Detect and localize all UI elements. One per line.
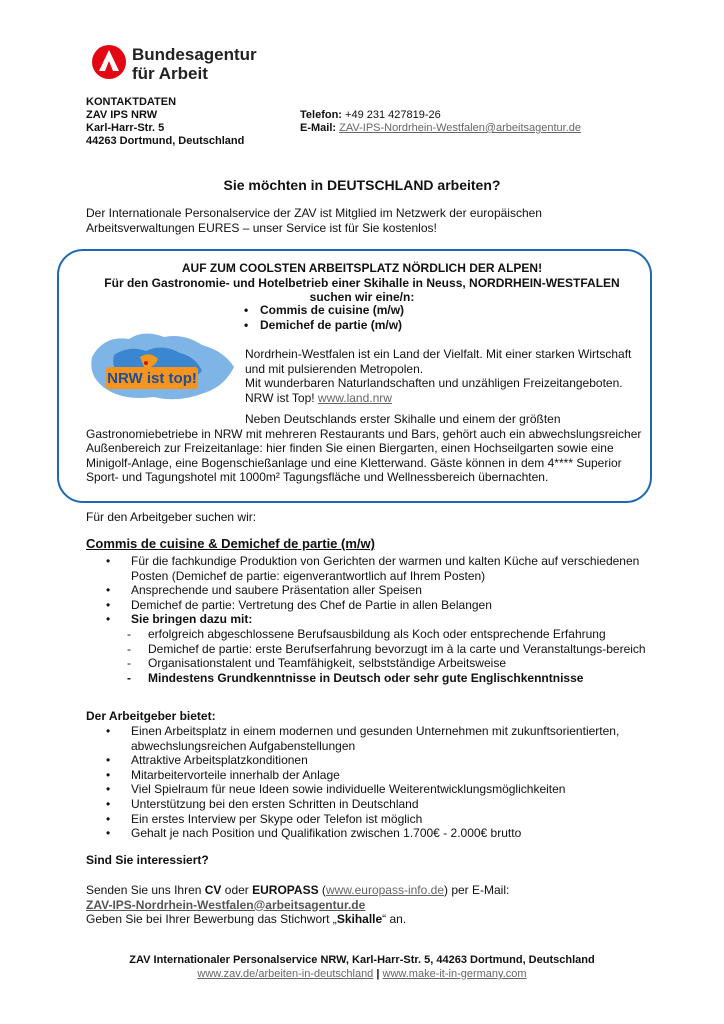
nrw-desc-line-3: NRW ist Top! (245, 390, 315, 405)
footer-link-make-it[interactable]: www.make-it-in-germany.com (382, 968, 527, 980)
duty-item: • Ansprechende und saubere Präsentation aller Speisen (86, 583, 646, 598)
requirements-item (86, 612, 646, 685)
contact-email-link[interactable]: ZAV-IPS-Nordrhein-Westfalen@arbeitsagentur.de (339, 122, 582, 134)
nrw-map-image (84, 327, 239, 405)
footer-link-zav[interactable]: www.zav.de/arbeiten-in-deutschland (197, 968, 374, 980)
apply-cv: CV (204, 883, 222, 897)
logo-line-2: für Arbeit (132, 64, 208, 83)
nrw-desc-line-2: Mit wunderbaren Naturlandschaften und unzähligen Freizeitangeboten. (245, 376, 623, 391)
contact-org: ZAV IPS NRW (86, 109, 158, 121)
job-title: Commis de cuisine & Demichef de partie (m/w) (86, 536, 375, 551)
offer-item: • Attraktive Arbeitsplatzkonditionen (86, 753, 646, 768)
phone-number: +49 231 427819-26 (345, 109, 441, 121)
footer-separator: | (373, 968, 383, 980)
contact-block (86, 96, 244, 148)
nrw-desc-line-1: Nordrhein-Westfalen ist ein Land der Vielfalt. Mit einer starken Wirtschaft und mit pulsierenden Metropolen. (245, 347, 632, 376)
contact-city: 44263 Dortmund, Deutschland (86, 135, 245, 147)
position-item: • Commis de cuisine (m/w) (232, 303, 404, 318)
footer-address: ZAV Internationaler Personalservice NRW, Karl-Harr-Str. 5, 44263 Dortmund, Deutschland (129, 954, 595, 966)
offer-item: • Unterstützung bei den ersten Schritten in Deutschland (86, 797, 646, 812)
offer-item: • Mitarbeitervorteile innerhalb der Anlage (86, 768, 646, 783)
apply-paren-open: ( (318, 883, 326, 897)
highlight-heading (88, 261, 636, 305)
keyword: Skihalle (336, 912, 383, 927)
highlight-line-1: AUF ZUM COOLSTEN ARBEITSPLATZ NÖRDLICH DER ALPEN! (181, 261, 543, 275)
requirements-list (131, 627, 646, 685)
apply-paren-close: ) per E-Mail: (444, 883, 510, 897)
page-headline: Sie möchten in DEUTSCHLAND arbeiten? (223, 177, 501, 193)
agency-logo (92, 44, 262, 84)
interest-heading: Sind Sie interessiert? (86, 853, 209, 867)
requirement-item: - Demichef de partie: erste Berufserfahrung bevorzugt im à la carte und Veranstaltungs-bereich (127, 642, 646, 657)
offer-item: • Viel Spielraum für neue Ideen sowie individuelle Weiterentwicklungsmöglichkeiten (86, 782, 646, 797)
requirement-item: - erfolgreich abgeschlossene Berufsausbildung als Koch oder entsprechende Erfahrung (127, 627, 646, 642)
requirement-item: - Organisationstalent und Teamfähigkeit, selbstständige Arbeitsweise (127, 656, 646, 671)
duty-item: • Für die fachkundige Produktion von Gerichten der warmen und kalten Küche auf verschiedenen Posten (Demichef de partie: eigenverantwortlich auf Ihrem Posten) (86, 554, 646, 583)
keyword-text-end: “ an. (382, 912, 407, 927)
employer-intro: Für den Arbeitgeber suchen wir: (86, 510, 257, 524)
offer-item: • Einen Arbeitsplatz in einem modernen und gesunden Unternehmen mit zukunftsorientierten, abwechslungsreichen Aufgabenstellungen (86, 724, 646, 753)
duties-list (86, 554, 646, 685)
highlight-line-3: suchen wir eine/n: (309, 290, 415, 305)
logo-line-1: Bundesagentur (132, 45, 257, 64)
apply-text: Senden Sie uns Ihren (86, 883, 205, 897)
contact-details (300, 109, 581, 135)
highlight-line-2: Für den Gastronomie- und Hotelbetrieb einer Skihalle in Neuss, NORDRHEIN-WESTFALEN (104, 275, 620, 290)
intro-text: Der Internationale Personalservice der ZAV ist Mitglied im Netzwerk der europäischen Arbeitsverwaltungen EURES – unser Service ist für Sie kostenlos! (86, 206, 542, 235)
requirement-item: - Mindestens Grundkenntnisse in Deutsch oder sehr gute Englischkenntnisse (127, 671, 646, 686)
agency-logo-mark-icon (92, 44, 126, 80)
apply-or: oder (221, 883, 253, 897)
requirements-title: Sie bringen dazu mit: (131, 612, 253, 627)
nrw-description (245, 347, 645, 405)
land-nrw-link[interactable]: www.land.nrw (317, 390, 392, 405)
position-list (232, 303, 404, 332)
offer-item: • Gehalt je nach Position und Qualifikation zwischen 1.700€ - 2.000€ brutto (86, 826, 646, 841)
venue-description: Neben Deutschlands erster Skihalle und einem der größten Gastronomiebetriebe in NRW mit mehreren Restaurants und Bars, gehört auch ein abwechslungsreicher Außenbereich zur Freizeitanlage: hier finden Sie einen Biergarten, einen Hochseilgarten sowie eine Minigolf-Anlage, eine Bogenschießanlage und eine Kletterwand. Gäste können in dem 4**** Superior Sport- und Tagungshotel mit 1000m² Tagungsfläche und Wellnessbereich übernachten. (86, 412, 642, 485)
apply-europass: EUROPASS (252, 883, 319, 897)
email-label: E-Mail: (300, 122, 337, 134)
position-item: • Demichef de partie (m/w) (232, 318, 404, 333)
apply-instructions (86, 883, 646, 927)
offer-title: Der Arbeitgeber bietet: (86, 709, 216, 723)
contact-street: Karl-Harr-Str. 5 (86, 122, 165, 134)
footer-links (0, 968, 724, 981)
duty-item: • Demichef de partie: Vertretung des Chef de Partie in allen Belangen (86, 598, 646, 613)
nrw-image-caption: NRW ist top! (107, 370, 197, 387)
europass-link[interactable]: www.europass-info.de (325, 883, 444, 897)
apply-email-link[interactable]: ZAV-IPS-Nordrhein-Westfalen@arbeitsagentur.de (86, 897, 366, 912)
keyword-text: Geben Sie bei Ihrer Bewerbung das Stichwort „ (86, 912, 337, 927)
contact-heading: KONTAKTDATEN (86, 96, 177, 108)
phone-label: Telefon: (300, 109, 342, 121)
offers-list (86, 724, 646, 841)
offer-item: • Ein erstes Interview per Skype oder Telefon ist möglich (86, 812, 646, 827)
